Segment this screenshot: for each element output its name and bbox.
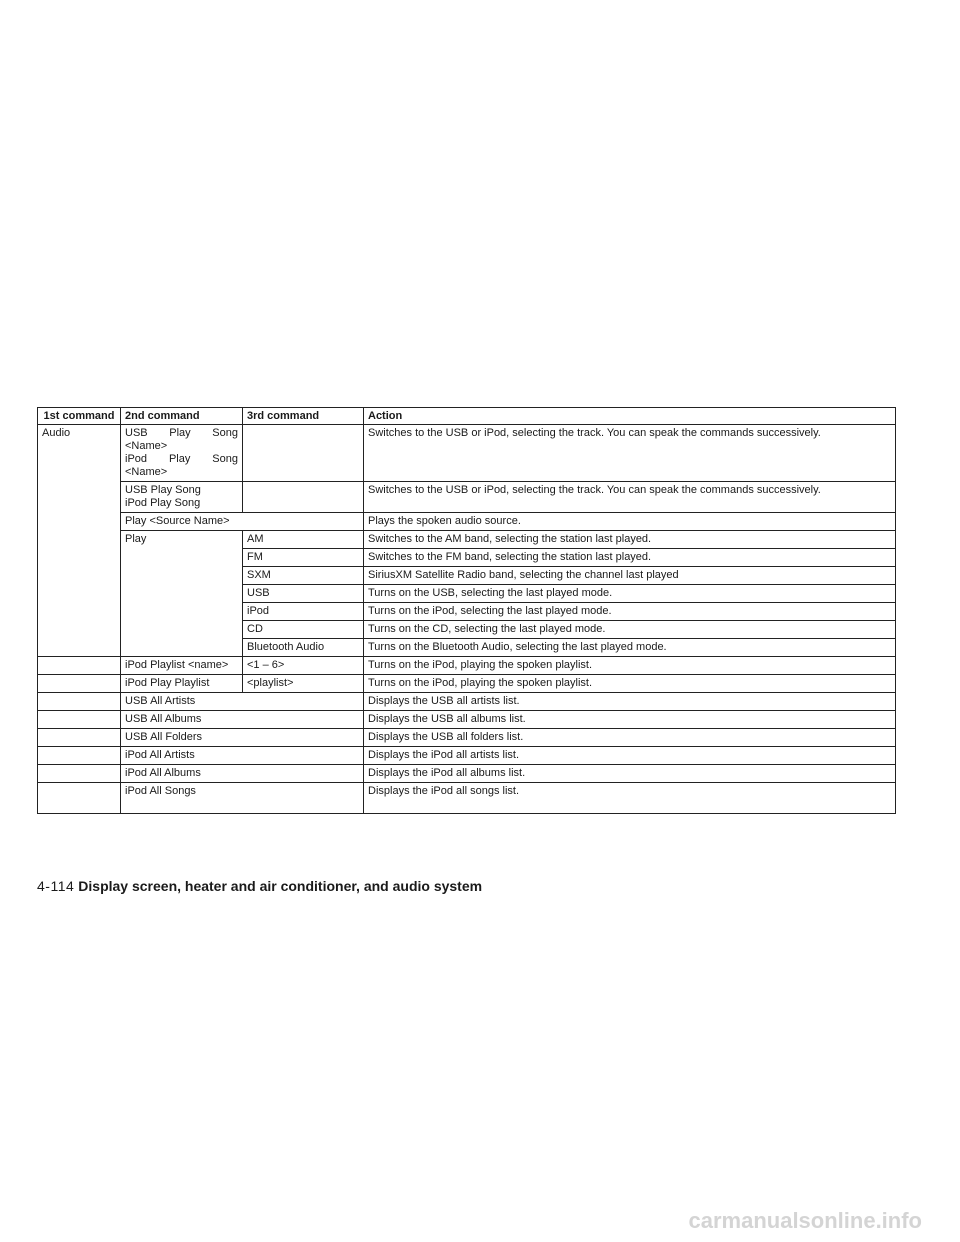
table-row	[38, 513, 896, 531]
table-row	[38, 783, 896, 814]
first-command-cell	[38, 729, 121, 747]
third-command-cell: USB	[243, 585, 364, 603]
action-cell: Turns on the CD, selecting the last played mode.	[364, 621, 896, 639]
watermark: carmanualsonline.info	[688, 1208, 922, 1233]
action-cell: Displays the USB all artists list.	[364, 693, 896, 711]
first-command-cell	[38, 765, 121, 783]
first-command-cell	[38, 711, 121, 729]
page-footer	[37, 878, 482, 894]
second-command-cell: USB All Albums	[121, 711, 364, 729]
action-cell: Displays the iPod all artists list.	[364, 747, 896, 765]
table-row	[38, 675, 896, 693]
third-command-cell: SXM	[243, 567, 364, 585]
action-cell: Turns on the Bluetooth Audio, selecting the last played mode.	[364, 639, 896, 657]
action-cell: Displays the USB all albums list.	[364, 711, 896, 729]
table-row	[38, 765, 896, 783]
table-row	[38, 729, 896, 747]
second-command-cell: USB All Artists	[121, 693, 364, 711]
table-row	[38, 482, 896, 513]
table-row	[38, 531, 896, 549]
table-row	[38, 425, 896, 482]
third-command-cell	[243, 425, 364, 482]
table-row	[38, 657, 896, 675]
first-command-audio: Audio	[38, 425, 121, 657]
action-cell: Switches to the USB or iPod, selecting the track. You can speak the commands successively.	[364, 482, 896, 513]
first-command-cell	[38, 747, 121, 765]
header-1st-command: 1st command	[38, 408, 121, 425]
second-command-cell: USB All Folders	[121, 729, 364, 747]
first-command-cell	[38, 783, 121, 814]
third-command-cell: <1 – 6>	[243, 657, 364, 675]
third-command-cell: FM	[243, 549, 364, 567]
third-command-cell: Bluetooth Audio	[243, 639, 364, 657]
header-action: Action	[364, 408, 896, 425]
action-cell: Switches to the AM band, selecting the station last played.	[364, 531, 896, 549]
header-2nd-command: 2nd command	[121, 408, 243, 425]
third-command-cell: iPod	[243, 603, 364, 621]
table-row	[38, 747, 896, 765]
third-command-cell: CD	[243, 621, 364, 639]
second-command-cell: iPod All Songs	[121, 783, 364, 814]
action-cell: Turns on the iPod, selecting the last played mode.	[364, 603, 896, 621]
action-cell: Plays the spoken audio source.	[364, 513, 896, 531]
page-number: 4-114	[37, 878, 75, 894]
action-cell: Switches to the FM band, selecting the station last played.	[364, 549, 896, 567]
second-command-cell: USB Play Song <Name> iPod Play Song <Name>	[121, 425, 243, 482]
first-command-cell	[38, 675, 121, 693]
action-cell: Turns on the iPod, playing the spoken playlist.	[364, 657, 896, 675]
second-command-cell: USB Play Song iPod Play Song	[121, 482, 243, 513]
first-command-cell	[38, 657, 121, 675]
action-cell: Switches to the USB or iPod, selecting the track. You can speak the commands successively.	[364, 425, 896, 482]
third-command-cell	[243, 482, 364, 513]
third-command-cell: AM	[243, 531, 364, 549]
action-cell: Displays the iPod all songs list.	[364, 783, 896, 814]
second-command-cell: iPod All Albums	[121, 765, 364, 783]
second-command-cell: iPod Playlist <name>	[121, 657, 243, 675]
table-row	[38, 711, 896, 729]
second-command-cell: Play <Source Name>	[121, 513, 364, 531]
table-row	[38, 693, 896, 711]
action-cell: SiriusXM Satellite Radio band, selecting the channel last played	[364, 567, 896, 585]
action-cell: Displays the USB all folders list.	[364, 729, 896, 747]
second-command-cell: iPod All Artists	[121, 747, 364, 765]
action-cell: Turns on the USB, selecting the last played mode.	[364, 585, 896, 603]
third-command-cell: <playlist>	[243, 675, 364, 693]
table-header-row	[38, 408, 896, 425]
action-cell: Turns on the iPod, playing the spoken playlist.	[364, 675, 896, 693]
section-title: Display screen, heater and air conditioner, and audio system	[78, 878, 483, 894]
second-command-play: Play	[121, 531, 243, 657]
first-command-cell	[38, 693, 121, 711]
second-command-cell: iPod Play Playlist	[121, 675, 243, 693]
voice-command-table	[37, 407, 896, 814]
action-cell: Displays the iPod all albums list.	[364, 765, 896, 783]
header-3rd-command: 3rd command	[243, 408, 364, 425]
